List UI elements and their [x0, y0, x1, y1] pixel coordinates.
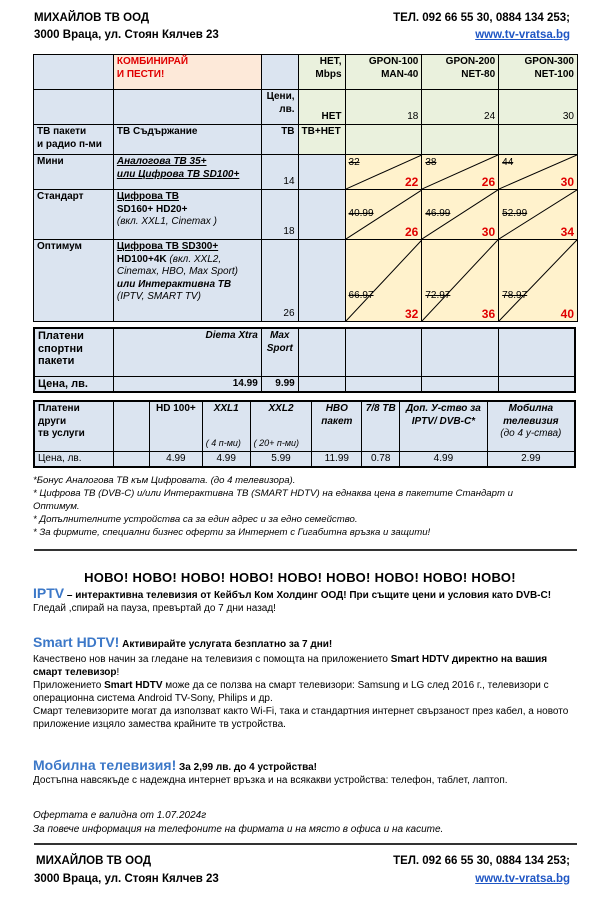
- website-link[interactable]: www.tv-vratsa.bg: [475, 29, 570, 41]
- tv78-label: 7/8 ТВ: [362, 401, 400, 451]
- net-price-200: 24: [422, 90, 499, 125]
- header-line-1: [34, 12, 570, 24]
- phone-numbers: ТЕЛ. 092 66 55 30, 0884 134 253;: [393, 855, 570, 867]
- tv-price: 14: [261, 155, 298, 190]
- diema-xtra-label: Diema Xtra: [114, 328, 261, 376]
- smart-hdtv-section: Smart HDTV! Активирайте услугата безплатно за 7 дни! Качествено нов начин за гледане на телевизия с помощта на приложението Smart HDTV директно на вашия смарт телевизор! Приложението Smart HDTV може да се ползва на смарт телевизори: Samsung и LG след 2016 г., телевизори с операционна система Android TV-Sony, Philips и др. Смарт телевизорите могат да използват както Wi-Fi, така и стандартния интернет свързаност през кабел, а новото приложение изцяло замества крайните тв устройства.: [33, 634, 569, 730]
- tv-packages-label: ТВ пакети и радио п-ми: [34, 125, 114, 155]
- tv78-price: 0.78: [362, 451, 400, 467]
- combo-price-200: 72.97 36: [422, 240, 499, 322]
- package-name: Стандарт: [34, 190, 114, 240]
- col-gpon-100: GPON-100 MAN-40: [345, 55, 422, 90]
- website-link[interactable]: www.tv-vratsa.bg: [475, 873, 570, 885]
- net-price-300: 30: [499, 90, 578, 125]
- hd100-label: HD 100+: [149, 401, 202, 451]
- company-name: МИХАЙЛОВ ТВ ООД: [34, 12, 150, 24]
- address: 3000 Враца, ул. Стоян Кялчев 23: [34, 873, 219, 885]
- iptv-section: IPTV – интерактивна телевизия от Кейбъл Ком Холдинг ООД! При същите цени и условия като DVB-C! Гледай ,спирай на пауза, превъртай до 7 дни назад!: [33, 585, 552, 614]
- divider: [34, 549, 577, 551]
- hbo-price: 11.99: [312, 451, 362, 467]
- header-line-2: [34, 29, 570, 41]
- xxl2-label: XXL2 ( 20+ п-ми): [250, 401, 312, 451]
- col-net: НЕТ, Mbps: [298, 55, 345, 90]
- mobile-tv-section: Мобилна телевизия! За 2,99 лв. до 4 устройства! Достъпна навсякъде с надеждна интернет връзка и на всякакви устройства: телефон, таблет, лаптоп.: [33, 757, 508, 786]
- more-info-note: За повече информация на телефоните на фирмата и на място в офиса и на касите.: [33, 824, 444, 835]
- combo-price-300: 52.99 34: [499, 190, 578, 240]
- combo-price-100: 66.97 32: [345, 240, 422, 322]
- package-content: Цифрова ТВ SD160+ HD20+ (вкл. XXL1, Cinemax ): [113, 190, 261, 240]
- extra-device-label: Доп. У-ство за IPTV/ DVB-C*: [400, 401, 488, 451]
- tv-net-col-label: ТВ+НЕТ: [298, 125, 345, 155]
- net-price-100: 18: [345, 90, 422, 125]
- sports-price-label: Цена, лв.: [34, 376, 114, 392]
- package-name: Оптимум: [34, 240, 114, 322]
- net-label: НЕТ: [298, 90, 345, 125]
- tv-content-label: ТВ Съдържание: [113, 125, 261, 155]
- package-name: Мини: [34, 155, 114, 190]
- col-gpon-200: GPON-200 NET-80: [422, 55, 499, 90]
- footer-line-2: [34, 873, 570, 885]
- footer-line-1: [34, 855, 570, 867]
- address: 3000 Враца, ул. Стоян Кялчев 23: [34, 29, 219, 41]
- diema-xtra-price: 14.99: [114, 376, 261, 392]
- phone-numbers: ТЕЛ. 092 66 55 30, 0884 134 253;: [393, 12, 570, 24]
- max-sport-price: 9.99: [261, 376, 298, 392]
- combo-price-100: 32 22: [345, 155, 422, 190]
- mobile-tv-label: Мобилна телевизия (до 4 у-ства): [487, 401, 575, 451]
- other-price-label: Цена, лв.: [34, 451, 114, 467]
- other-services-label: Платени други тв услуги: [34, 401, 114, 451]
- tv-price: 18: [261, 190, 298, 240]
- table-row: [34, 240, 578, 322]
- validity-note: Офертата е валидна от 1.07.2024г: [33, 810, 207, 821]
- other-services-table: [33, 400, 576, 468]
- table-row: [34, 190, 578, 240]
- promo-cell: КОМБИНИРАЙ И ПЕСТИ!: [113, 55, 261, 90]
- xxl2-price: 5.99: [250, 451, 312, 467]
- col-gpon-300: GPON-300 NET-100: [499, 55, 578, 90]
- xxl1-price: 4.99: [202, 451, 250, 467]
- xxl1-label: XXL1 ( 4 п-ми): [202, 401, 250, 451]
- package-content: Цифрова ТВ SD300+ HD100+4K (вкл. XXL2, Cinemax, HBO, Max Sport) или Интерактивна ТВ (IPTV, SMART TV): [113, 240, 261, 322]
- tv-col-label: ТВ: [261, 125, 298, 155]
- combo-price-200: 46.99 30: [422, 190, 499, 240]
- combo-price-300: 78.97 40: [499, 240, 578, 322]
- sports-packages-table: [33, 327, 576, 393]
- news-banner: НОВО! НОВО! НОВО! НОВО! НОВО! НОВО! НОВО! НОВО! НОВО!: [84, 570, 516, 585]
- tv-price: 26: [261, 240, 298, 322]
- package-content: Аналогова ТВ 35+ или Цифрова ТВ SD100+: [113, 155, 261, 190]
- sports-label: Платени спортни пакети: [34, 328, 114, 376]
- hd100-price: 4.99: [149, 451, 202, 467]
- combo-price-200: 38 26: [422, 155, 499, 190]
- table-row: [34, 155, 578, 190]
- extra-device-price: 4.99: [400, 451, 488, 467]
- main-price-table: [33, 54, 578, 322]
- hbo-label: HBO пакет: [312, 401, 362, 451]
- footnotes: *Бонус Аналогова ТВ към Цифровата. (до 4 телевизора). * Цифрова ТВ (DVB-C) и/или Интерактивна ТВ (SMART HDTV) на еднаква цена в пакетите Стандарт и Оптимум. * Допълнителните устройства са за един адрес и за едно семейство. * За фирмите, специални бизнес оферти за Интернет с Гигабитна връзка и защити!: [33, 475, 513, 538]
- max-sport-label: Max Sport: [261, 328, 298, 376]
- combo-price-300: 44 30: [499, 155, 578, 190]
- divider: [34, 843, 577, 845]
- company-name: МИХАЙЛОВ ТВ ООД: [36, 855, 152, 867]
- prices-label: Цени, лв.: [261, 90, 298, 125]
- mobile-tv-price: 2.99: [487, 451, 575, 467]
- combo-price-100: 40.99 26: [345, 190, 422, 240]
